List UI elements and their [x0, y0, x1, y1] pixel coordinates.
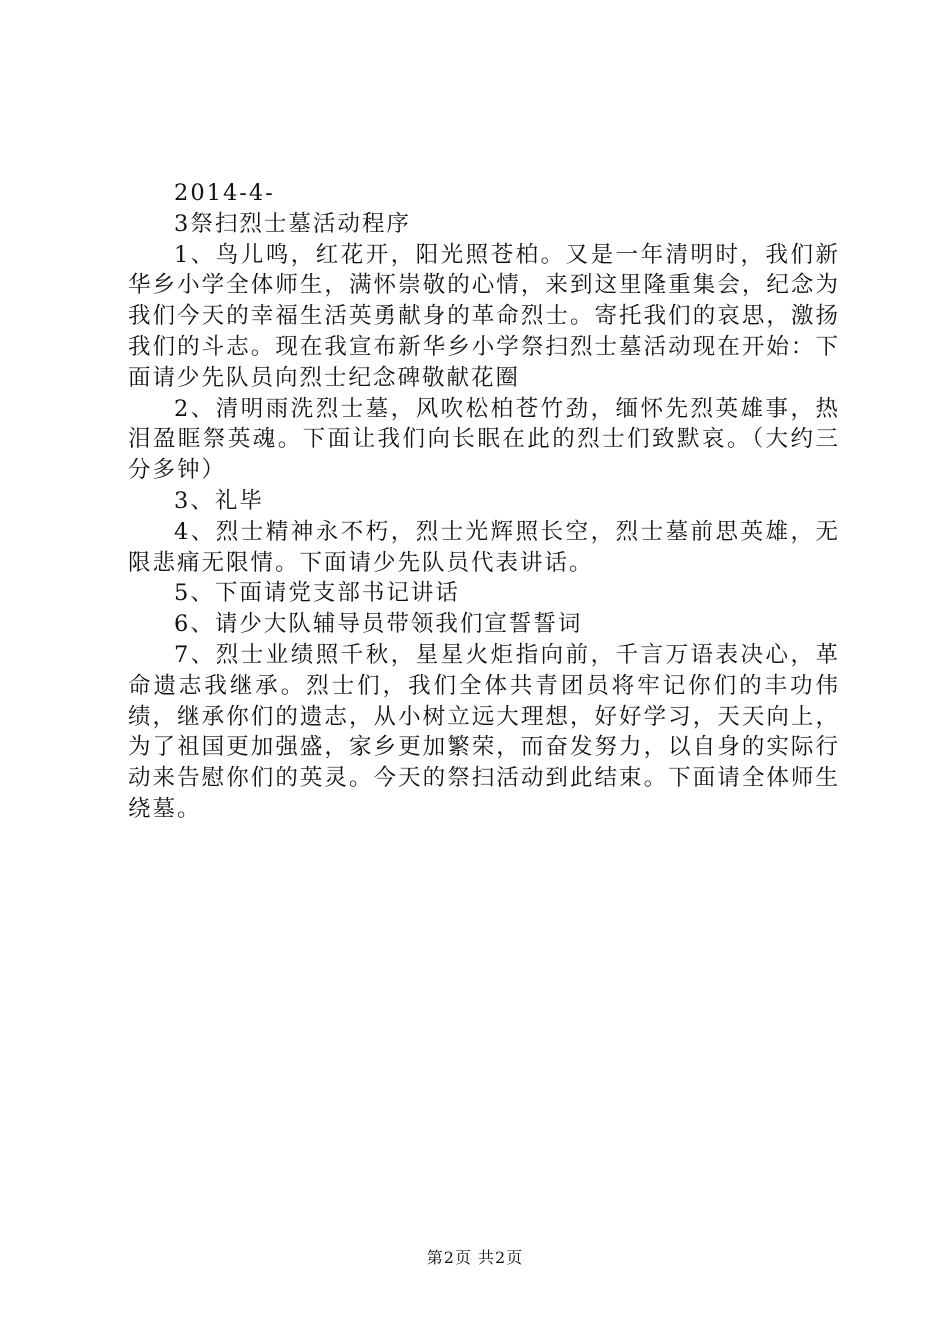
document-date: 2014-4- — [174, 180, 275, 206]
paragraph-2: 2、清明雨洗烈士墓，风吹松柏苍竹劲，缅怀先烈英雄事，热泪盈眶祭英魂。下面让我们向长眠在此的烈士们致默哀。（大约三分多钟） — [128, 395, 840, 484]
document-title: 3祭扫烈士墓活动程序 — [174, 210, 411, 237]
paragraph-7: 7、烈士业绩照千秋，星星火炬指向前，千言万语表决心，革命遗志我继承。烈士们，我们全体共青团员将牢记你们的丰功伟绩，继承你们的遗志，从小树立远大理想，好好学习，天天向上，为了祖国更加强盛，家乡更加繁荣，而奋发努力，以自身的实际行动来告慰你们的英灵。今天的祭扫活动到此结束。下面请全体师生绕墓。 — [128, 641, 840, 822]
page-footer: 第2页 共2页 — [426, 1248, 524, 1267]
paragraph-3: 3、礼毕 — [174, 487, 264, 514]
paragraph-4: 4、烈士精神永不朽，烈士光辉照长空，烈士墓前思英雄，无限悲痛无限情。下面请少先队员代表讲话。 — [128, 518, 840, 576]
document-body — [128, 178, 840, 825]
paragraph-1: 1、鸟儿鸣，红花开，阳光照苍柏。又是一年清明时，我们新华乡小学全体师生，满怀崇敬的心情，来到这里隆重集会，纪念为我们今天的幸福生活英勇献身的革命烈士。寄托我们的哀思，激扬我们的斗志。现在我宣布新华乡小学祭扫烈士墓活动现在开始：下面请少先队员向烈士纪念碑敬献花圈 — [128, 241, 840, 391]
paragraph-6: 6、请少大队辅导员带领我们宣誓誓词 — [174, 611, 583, 638]
paragraph-5: 5、下面请党支部书记讲话 — [174, 580, 460, 607]
